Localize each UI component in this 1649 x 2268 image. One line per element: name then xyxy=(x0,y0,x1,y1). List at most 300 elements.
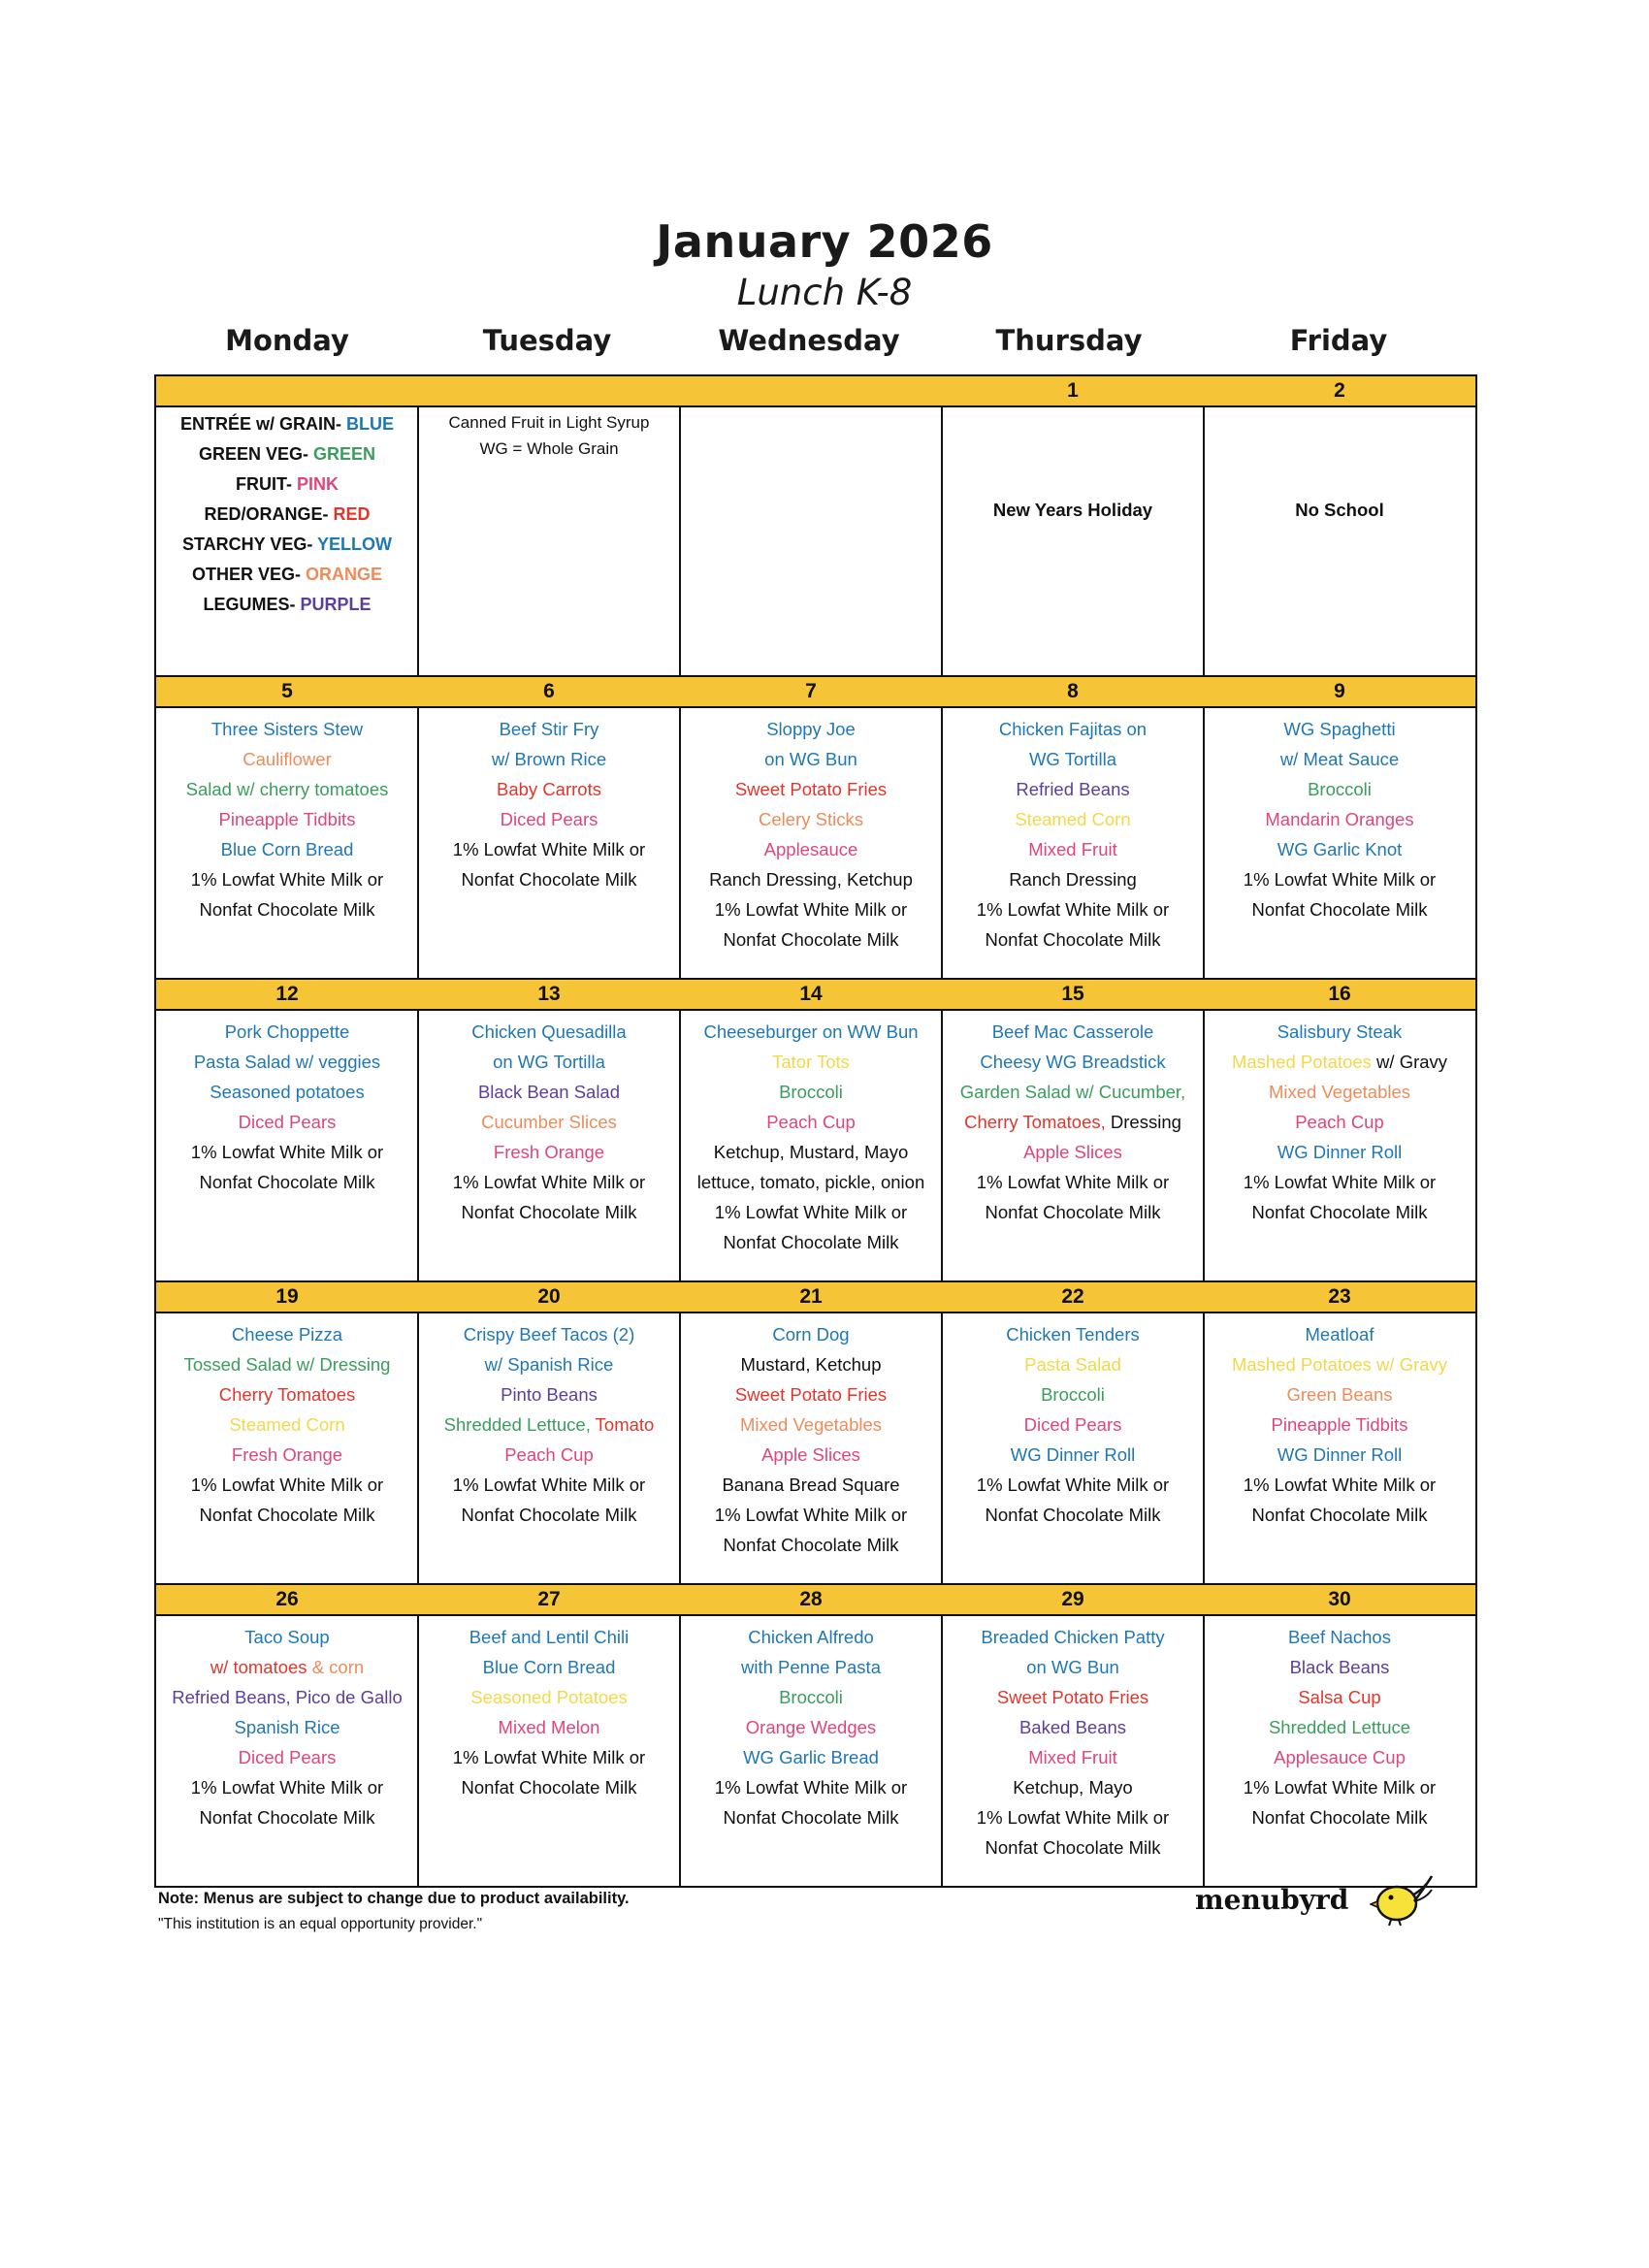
menu-line xyxy=(942,1197,1204,1227)
menu-line xyxy=(1204,1712,1475,1742)
menu-text: Baby Carrots xyxy=(497,779,601,799)
menu-text: Nonfat Chocolate Milk xyxy=(723,1232,899,1252)
day-cell xyxy=(680,1313,942,1583)
menu-line xyxy=(942,1379,1204,1409)
column-divider xyxy=(417,708,419,980)
menu-line xyxy=(680,1530,942,1560)
menu-line xyxy=(1204,1137,1475,1167)
menu-text: Nonfat Chocolate Milk xyxy=(461,1777,637,1798)
menu-text: 1% Lowfat White Milk or xyxy=(452,1172,646,1192)
menu-text: Cherry Tomatoes xyxy=(218,1384,356,1405)
menu-text: Pork Choppette xyxy=(224,1021,350,1042)
menu-line xyxy=(680,1379,942,1409)
menu-line xyxy=(680,864,942,894)
date-number: 23 xyxy=(1328,1285,1351,1308)
menu-line xyxy=(942,1622,1204,1652)
menu-line xyxy=(418,714,680,744)
menu-text: OTHER VEG- xyxy=(191,565,306,584)
menu-text: Sweet Potato Fries xyxy=(996,1687,1149,1707)
menu-text: Taco Soup xyxy=(244,1627,330,1647)
menu-line xyxy=(156,744,418,774)
menu-line xyxy=(680,1440,942,1470)
menu-line xyxy=(418,1772,680,1802)
menu-text: Seasoned Potatoes xyxy=(470,1687,628,1707)
menu-line xyxy=(1204,1107,1475,1137)
column-divider xyxy=(941,1011,943,1282)
menu-line xyxy=(680,1682,942,1712)
menu-line xyxy=(942,1137,1204,1167)
menu-text: 1% Lowfat White Milk or xyxy=(452,839,646,859)
menu-line xyxy=(156,1470,418,1500)
menu-line xyxy=(680,1500,942,1530)
column-divider xyxy=(1203,407,1205,677)
date-number: 28 xyxy=(799,1588,823,1610)
menu-text: YELLOW xyxy=(317,535,393,554)
menu-text: GREEN xyxy=(313,444,376,464)
menu-line xyxy=(1204,894,1475,924)
menu-text: Broccoli xyxy=(1308,779,1372,799)
menu-line xyxy=(418,1379,680,1409)
menu-text: Diced Pears xyxy=(238,1747,337,1767)
menu-text: Breaded Chicken Patty xyxy=(981,1627,1165,1647)
menu-line xyxy=(1204,834,1475,864)
day-cell xyxy=(418,708,680,978)
menu-line xyxy=(418,1470,680,1500)
column-divider xyxy=(679,1313,681,1585)
menu-line xyxy=(1204,1652,1475,1682)
column-divider xyxy=(417,1011,419,1282)
menu-text: Chicken Fajitas on xyxy=(998,719,1148,739)
menu-line xyxy=(680,1622,942,1652)
day-cell xyxy=(942,708,1204,978)
menu-line xyxy=(156,1047,418,1077)
menu-line xyxy=(1204,1622,1475,1652)
menu-line xyxy=(418,1682,680,1712)
menu-text: Broccoli xyxy=(779,1687,843,1707)
menu-line xyxy=(418,804,680,834)
date-number: 15 xyxy=(1061,983,1084,1005)
menu-text: on WG Tortilla xyxy=(493,1052,605,1072)
menu-line xyxy=(1204,1802,1475,1832)
menu-line xyxy=(942,804,1204,834)
menu-line xyxy=(942,1409,1204,1440)
brand-logo-text: menubyrd xyxy=(1195,1884,1349,1916)
menu-line xyxy=(1204,1319,1475,1349)
date-number: 21 xyxy=(799,1285,823,1308)
date-number: 19 xyxy=(275,1285,299,1308)
column-divider xyxy=(1203,1616,1205,1888)
menu-text: LEGUMES- xyxy=(203,595,301,614)
menu-line xyxy=(680,1319,942,1349)
weekday-header-wednesday: Wednesday xyxy=(718,324,900,357)
day-cell xyxy=(156,1313,418,1583)
legend-item xyxy=(156,439,418,470)
menu-text: 1% Lowfat White Milk or xyxy=(714,1202,908,1222)
menu-text: Spanish Rice xyxy=(234,1717,340,1737)
menu-line xyxy=(418,1047,680,1077)
day-cell xyxy=(418,1313,680,1583)
column-divider xyxy=(941,1616,943,1888)
menu-text: Cheeseburger on WW Bun xyxy=(703,1021,919,1042)
menu-text: Ketchup, Mustard, Mayo xyxy=(713,1142,909,1162)
menu-text: Apple Slices xyxy=(761,1444,860,1465)
legend-item xyxy=(156,530,418,560)
menu-text: RED xyxy=(333,504,371,524)
menu-text: Ketchup, Mayo xyxy=(1013,1777,1133,1798)
menu-line xyxy=(418,1349,680,1379)
menu-line xyxy=(156,1772,418,1802)
menu-text: 1% Lowfat White Milk or xyxy=(452,1747,646,1767)
date-number: 29 xyxy=(1061,1588,1084,1610)
menu-text: FRUIT- xyxy=(235,474,297,494)
menu-text: Cheese Pizza xyxy=(231,1324,343,1345)
date-number: 13 xyxy=(537,983,561,1005)
menu-text: Cherry Tomatoes, xyxy=(964,1112,1111,1132)
menu-text: Diced Pears xyxy=(500,809,598,829)
menu-line xyxy=(680,1017,942,1047)
menu-line xyxy=(680,1772,942,1802)
column-divider xyxy=(679,1011,681,1282)
menu-text: Mixed Fruit xyxy=(1028,839,1117,859)
menu-text: Nonfat Chocolate Milk xyxy=(1251,1807,1428,1828)
menu-line xyxy=(156,1017,418,1047)
menu-text: Salad w/ cherry tomatoes xyxy=(185,779,389,799)
menu-line xyxy=(942,1349,1204,1379)
menu-line xyxy=(1204,1772,1475,1802)
menu-line xyxy=(1204,495,1475,525)
menu-text: Dressing xyxy=(1110,1112,1181,1132)
menu-line xyxy=(680,1652,942,1682)
menu-text: WG Spaghetti xyxy=(1283,719,1396,739)
column-divider xyxy=(417,1616,419,1888)
menu-text: Nonfat Chocolate Milk xyxy=(985,1505,1161,1525)
menu-line xyxy=(942,714,1204,744)
menu-text: Peach Cup xyxy=(766,1112,856,1132)
menu-line xyxy=(418,1622,680,1652)
menu-line xyxy=(156,864,418,894)
menu-line xyxy=(156,1319,418,1349)
menu-text: Steamed Corn xyxy=(1015,809,1131,829)
menu-text: Salisbury Steak xyxy=(1277,1021,1403,1042)
menu-text: Sloppy Joe xyxy=(766,719,856,739)
date-number: 12 xyxy=(275,983,299,1005)
menu-line xyxy=(680,834,942,864)
menu-text: Baked Beans xyxy=(1018,1717,1127,1737)
day-cell xyxy=(680,407,942,675)
menu-line xyxy=(156,1682,418,1712)
menu-line xyxy=(418,1319,680,1349)
menu-text: Nonfat Chocolate Milk xyxy=(199,1172,375,1192)
menu-text: Tator Tots xyxy=(772,1052,850,1072)
date-number: 7 xyxy=(805,680,817,702)
menu-text: Chicken Tenders xyxy=(1006,1324,1140,1345)
column-divider xyxy=(1203,1313,1205,1585)
weekday-header-thursday: Thursday xyxy=(995,324,1143,357)
date-number: 1 xyxy=(1067,379,1079,402)
menu-line xyxy=(418,1409,680,1440)
day-cell xyxy=(156,1616,418,1886)
column-divider xyxy=(1203,708,1205,980)
menu-line xyxy=(942,1802,1204,1832)
menu-text: Nonfat Chocolate Milk xyxy=(199,1505,375,1525)
weekday-header-friday: Friday xyxy=(1289,324,1388,357)
menu-text: Steamed Corn xyxy=(229,1414,345,1435)
menu-text: w/ Spanish Rice xyxy=(484,1354,614,1375)
menu-line xyxy=(418,834,680,864)
menu-text: WG Dinner Roll xyxy=(1010,1444,1136,1465)
footer-note: Note: Menus are subject to change due to product availability. xyxy=(158,1890,630,1907)
menu-text: 1% Lowfat White Milk or xyxy=(1243,869,1437,890)
date-number xyxy=(680,376,942,405)
column-divider xyxy=(941,708,943,980)
menu-text: Nonfat Chocolate Milk xyxy=(985,1837,1161,1858)
menu-text: Shredded Lettuce, xyxy=(443,1414,596,1435)
menu-text: Mixed Melon xyxy=(498,1717,600,1737)
menu-text: Applesauce Cup xyxy=(1274,1747,1406,1767)
menu-line xyxy=(1204,1682,1475,1712)
menu-text: Meatloaf xyxy=(1305,1324,1374,1345)
menu-line xyxy=(1204,1017,1475,1047)
menu-text: BLUE xyxy=(346,414,394,434)
menu-text: WG = Whole Grain xyxy=(479,439,619,458)
menu-line xyxy=(1204,1167,1475,1197)
menu-text: WG Garlic Bread xyxy=(743,1747,879,1767)
week-row xyxy=(156,1282,1475,1585)
date-number: 22 xyxy=(1061,1285,1084,1308)
day-cell xyxy=(942,1616,1204,1886)
menu-text: 1% Lowfat White Milk or xyxy=(976,1172,1170,1192)
menu-text: Banana Bread Square xyxy=(722,1474,900,1495)
menu-text: WG Dinner Roll xyxy=(1277,1444,1403,1465)
menu-text: Refried Beans, Pico de Gallo xyxy=(172,1687,403,1707)
menu-line xyxy=(156,1652,418,1682)
menu-line xyxy=(156,1167,418,1197)
menu-line xyxy=(680,1047,942,1077)
menu-text: Diced Pears xyxy=(1023,1414,1122,1435)
menu-line xyxy=(942,1682,1204,1712)
menu-line xyxy=(418,744,680,774)
menu-text: Broccoli xyxy=(1041,1384,1105,1405)
menu-text: Shredded Lettuce xyxy=(1268,1717,1411,1737)
day-cell xyxy=(680,1011,942,1280)
legend-item xyxy=(156,560,418,590)
date-number: 26 xyxy=(275,1588,299,1610)
menu-text: Cheesy WG Breadstick xyxy=(980,1052,1166,1072)
week-row xyxy=(156,1585,1475,1888)
menu-line xyxy=(942,834,1204,864)
page-title: January 2026 xyxy=(656,215,993,268)
menu-text: Pineapple Tidbits xyxy=(218,809,356,829)
menu-line xyxy=(418,1197,680,1227)
menu-line xyxy=(942,1470,1204,1500)
day-cell xyxy=(1204,1313,1475,1583)
menu-line xyxy=(680,1742,942,1772)
weekday-header-tuesday: Tuesday xyxy=(482,324,612,357)
menu-text: Mixed Vegetables xyxy=(739,1414,883,1435)
column-divider xyxy=(941,407,943,677)
menu-line xyxy=(1204,1047,1475,1077)
menu-text: No School xyxy=(1295,500,1384,520)
menu-text: Mixed Vegetables xyxy=(1268,1082,1411,1102)
column-divider xyxy=(679,407,681,677)
menu-line xyxy=(942,864,1204,894)
menu-line xyxy=(942,1319,1204,1349)
menu-line xyxy=(942,744,1204,774)
column-divider xyxy=(417,407,419,677)
menu-text: Crispy Beef Tacos (2) xyxy=(463,1324,635,1345)
date-number: 6 xyxy=(543,680,555,702)
menu-line xyxy=(680,1197,942,1227)
menu-text: WG Garlic Knot xyxy=(1277,839,1403,859)
menu-text: Broccoli xyxy=(779,1082,843,1102)
menu-text: 1% Lowfat White Milk or xyxy=(1243,1172,1437,1192)
menu-line xyxy=(680,1712,942,1742)
menu-text: Nonfat Chocolate Milk xyxy=(985,1202,1161,1222)
menu-text: Cucumber Slices xyxy=(481,1112,617,1132)
menu-text: with Penne Pasta xyxy=(741,1657,881,1677)
menu-text: Canned Fruit in Light Syrup xyxy=(448,413,650,432)
date-number: 30 xyxy=(1328,1588,1351,1610)
menu-text: Peach Cup xyxy=(1295,1112,1384,1132)
menu-text: Pinto Beans xyxy=(501,1384,598,1405)
menu-text: w/ Gravy xyxy=(1371,1052,1448,1072)
menu-text: Black Bean Salad xyxy=(477,1082,621,1102)
date-number: 20 xyxy=(537,1285,561,1308)
menu-text: Green Beans xyxy=(1286,1384,1393,1405)
menu-line xyxy=(156,804,418,834)
menu-line xyxy=(942,1107,1204,1137)
menu-text: Sweet Potato Fries xyxy=(734,1384,888,1405)
menu-text: Nonfat Chocolate Milk xyxy=(461,869,637,890)
menu-text: Tomato xyxy=(595,1414,655,1435)
menu-calendar-grid xyxy=(154,374,1477,1888)
menu-line xyxy=(418,1017,680,1047)
day-cell xyxy=(942,407,1204,675)
menu-text: w/ Meat Sauce xyxy=(1279,749,1400,769)
menu-line xyxy=(680,774,942,804)
footer-equal-opportunity: "This institution is an equal opportunity provider." xyxy=(158,1916,483,1932)
column-divider xyxy=(679,1616,681,1888)
day-cell xyxy=(1204,1616,1475,1886)
menu-line xyxy=(156,1379,418,1409)
menu-text: Beef Mac Casserole xyxy=(991,1021,1154,1042)
menu-line xyxy=(942,495,1204,525)
menu-text: Mashed Potatoes xyxy=(1231,1052,1372,1072)
menu-text: lettuce, tomato, pickle, onion xyxy=(696,1172,925,1192)
menu-line xyxy=(942,1500,1204,1530)
menu-text: Cauliflower xyxy=(242,749,332,769)
menu-line xyxy=(680,1349,942,1379)
menu-text: Nonfat Chocolate Milk xyxy=(199,899,375,920)
menu-text: PINK xyxy=(296,474,339,494)
legend-item xyxy=(156,409,418,439)
menu-text: Pasta Salad xyxy=(1024,1354,1121,1375)
menu-line xyxy=(156,1742,418,1772)
menu-text: Beef Nachos xyxy=(1288,1627,1391,1647)
menu-line xyxy=(680,1137,942,1167)
menu-text: Mashed Potatoes w/ Gravy xyxy=(1231,1354,1448,1375)
menu-line xyxy=(418,1712,680,1742)
menu-text: Applesauce xyxy=(763,839,858,859)
menu-line xyxy=(1204,1500,1475,1530)
menu-text: 1% Lowfat White Milk or xyxy=(190,869,384,890)
menu-line xyxy=(942,1742,1204,1772)
menu-line xyxy=(680,1470,942,1500)
menu-line xyxy=(942,1167,1204,1197)
menu-line xyxy=(942,924,1204,955)
menu-text: Mixed Fruit xyxy=(1028,1747,1117,1767)
date-number: 2 xyxy=(1334,379,1345,402)
day-cell xyxy=(942,1011,1204,1280)
menu-line xyxy=(156,1440,418,1470)
menu-line xyxy=(156,774,418,804)
menu-line xyxy=(156,1349,418,1379)
menu-text: Pasta Salad w/ veggies xyxy=(193,1052,381,1072)
menu-line xyxy=(942,894,1204,924)
menu-text: Black Beans xyxy=(1289,1657,1390,1677)
menu-text: WG Dinner Roll xyxy=(1277,1142,1403,1162)
menu-line xyxy=(418,436,680,462)
menu-text: Beef and Lentil Chili xyxy=(469,1627,630,1647)
menu-text: Salsa Cup xyxy=(1298,1687,1381,1707)
menu-line xyxy=(156,714,418,744)
menu-line xyxy=(942,1652,1204,1682)
menu-line xyxy=(680,1227,942,1257)
menu-text: Nonfat Chocolate Milk xyxy=(461,1202,637,1222)
menu-text: Seasoned potatoes xyxy=(210,1082,365,1102)
menu-line xyxy=(680,1107,942,1137)
menu-line xyxy=(156,1802,418,1832)
menu-text: on WG Bun xyxy=(1026,1657,1119,1677)
menu-line xyxy=(942,1712,1204,1742)
menu-text: 1% Lowfat White Milk or xyxy=(976,899,1170,920)
date-number: 8 xyxy=(1067,680,1079,702)
menu-text: Nonfat Chocolate Milk xyxy=(723,1535,899,1555)
menu-text: Nonfat Chocolate Milk xyxy=(1251,899,1428,920)
menu-line xyxy=(156,1077,418,1107)
menu-text: Beef Stir Fry xyxy=(499,719,599,739)
menu-text: Three Sisters Stew xyxy=(210,719,364,739)
menu-line xyxy=(418,1742,680,1772)
menu-text: Ranch Dressing, Ketchup xyxy=(709,869,913,890)
menu-text: 1% Lowfat White Milk or xyxy=(452,1474,646,1495)
day-cell xyxy=(680,1616,942,1886)
menu-text: Ranch Dressing xyxy=(1009,869,1137,890)
menu-text: Corn Dog xyxy=(772,1324,850,1345)
menu-text: 1% Lowfat White Milk or xyxy=(190,1474,384,1495)
menu-text: Nonfat Chocolate Milk xyxy=(461,1505,637,1525)
menu-text: Garden Salad w/ Cucumber, xyxy=(959,1082,1186,1102)
day-cell xyxy=(418,1616,680,1886)
weekday-header-monday: Monday xyxy=(225,324,349,357)
menu-line xyxy=(1204,1409,1475,1440)
menu-line xyxy=(418,1107,680,1137)
menu-text: 1% Lowfat White Milk or xyxy=(714,1777,908,1798)
day-cell xyxy=(942,1313,1204,1583)
menu-text: Nonfat Chocolate Milk xyxy=(199,1807,375,1828)
week-row xyxy=(156,376,1475,677)
day-cell xyxy=(156,407,418,675)
menu-text: Fresh Orange xyxy=(231,1444,343,1465)
menu-text: 1% Lowfat White Milk or xyxy=(976,1474,1170,1495)
menu-text: & corn xyxy=(311,1657,365,1677)
menu-text: Nonfat Chocolate Milk xyxy=(985,929,1161,950)
menu-line xyxy=(1204,1379,1475,1409)
menu-line xyxy=(680,1077,942,1107)
menu-text: STARCHY VEG- xyxy=(181,535,318,554)
menu-line xyxy=(156,1500,418,1530)
menu-text: w/ tomatoes xyxy=(210,1657,312,1677)
